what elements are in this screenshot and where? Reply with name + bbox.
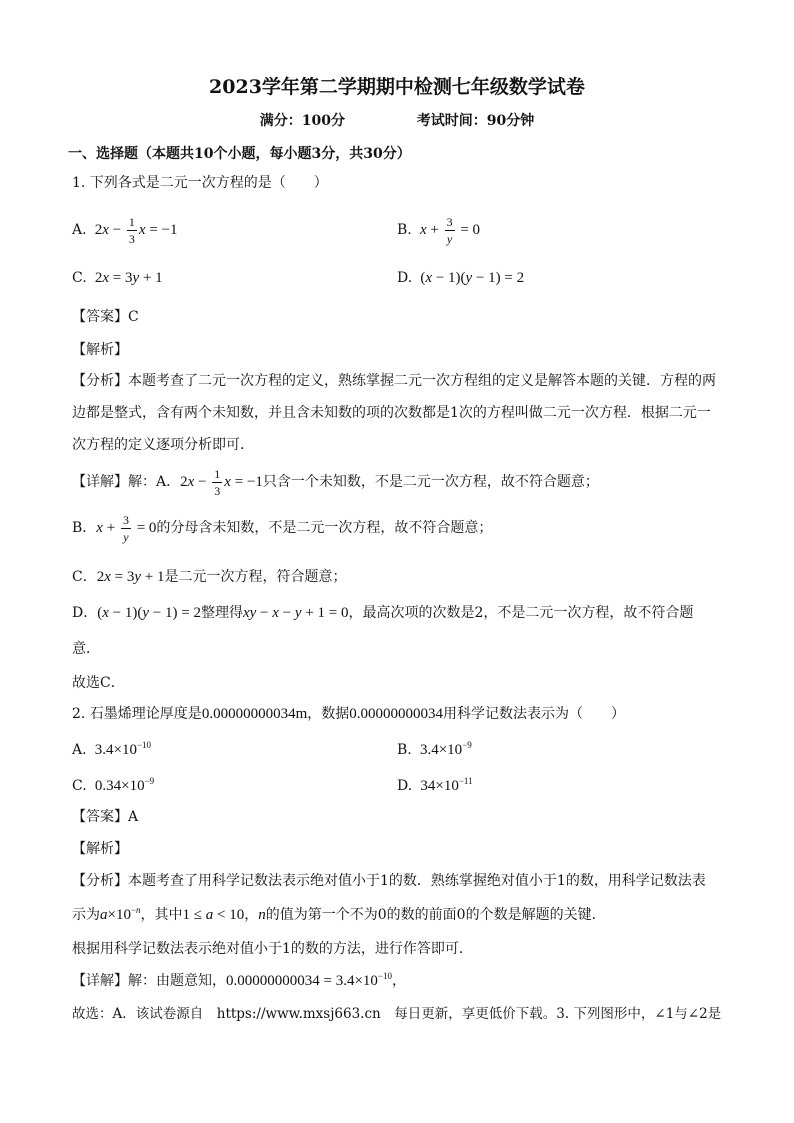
q2-option-a-formula: $3.4\times 10^{-10}$: [91, 740, 152, 758]
q2-option-c-formula: $0.34\times 10^{-9}$: [91, 776, 155, 794]
q1-stem: 1. 下列各式是二元一次方程的是（ ）: [72, 175, 328, 191]
q1-detail-d-end: 意．: [72, 641, 100, 657]
q2-option-b-formula: $3.4\times 10^{-9}$: [416, 740, 472, 758]
q2-answer: 【答案】A: [72, 809, 139, 825]
q1-detail-c: C．2x = 3y + 1是二元一次方程，符合题意；: [72, 569, 347, 585]
exam-time: 考试时间：90分钟: [416, 113, 535, 129]
q1-option-c-formula: 2x = 3y + 1: [91, 270, 163, 286]
q1-fenxi-2: 边都是整式，含有两个未知数，并且含未知数的项的次数都是1次的方程叫做二元一次方程．根据二元一: [72, 405, 711, 421]
q2-fenxi-1: 【分析】本题考查了用科学记数法表示绝对值小于1的数．熟练掌握绝对值小于1的数，用科学记数法表: [72, 873, 706, 889]
q2-analysis-tag: 【解析】: [72, 841, 128, 857]
q1-option-d-formula: (x − 1)(y − 1) = 2: [416, 270, 525, 286]
q2-option-d[interactable]: D. $34\times 10^{-11}$: [397, 776, 473, 794]
q2-fenxi-2: 示为$a\times 10^{-n}$，其中1 ≤ a < 10，n的值为第一个不为0的数的前面0的个数是解题的关键．: [72, 905, 606, 923]
q1-analysis-tag: 【解析】: [72, 342, 128, 358]
q2-option-a[interactable]: A. $3.4\times 10^{-10}$: [72, 740, 152, 758]
page-title: 2023学年第二学期期中检测七年级数学试卷: [209, 76, 585, 98]
q2-detail: 【详解】解：由题意知，$0.00000000034 = 3.4\times 10^{-10}$，: [72, 971, 406, 989]
q1-answer: 【答案】C: [72, 309, 139, 325]
q1-option-b-formula: x + $\frac{3}{y}$ = 0: [419, 215, 481, 246]
q1-option-d[interactable]: D. (x − 1)(y − 1) = 2: [397, 270, 525, 286]
q1-option-c[interactable]: C. 2x = 3y + 1: [72, 270, 163, 286]
q1-option-b[interactable]: B. x + $\frac{3}{y}$ = 0: [397, 215, 481, 246]
q1-option-a[interactable]: A. 2x − $\frac{1}{3}$ x = −1: [72, 215, 178, 246]
q2-option-c[interactable]: C. $0.34\times 10^{-9}$: [72, 776, 155, 794]
q2-option-d-formula: $34\times 10^{-11}$: [416, 776, 473, 794]
q2-fenxi-3: 根据用科学记数法表示绝对值小于1的数的方法，进行作答即可．: [72, 941, 473, 957]
q1-fenxi-1: 【分析】本题考查了二元一次方程的定义，熟练掌握二元一次方程组的定义是解答本题的关键．方程的两: [72, 373, 716, 389]
section-heading: 一、选择题（本题共10个小题，每小题3分，共30分）: [68, 146, 411, 162]
q2-choose-line: 故选：A．该试卷源自 https://www.mxsj663.cn 每日更新，享更低价下载。3. 下列图形中，∠1与∠2是: [72, 1006, 722, 1022]
score-line: [0, 110, 794, 130]
q1-detail-a: 【详解】解：A．2x − $\frac{1}{3}$ x = −1只含一个未知数，不是二元一次方程，故不符合题意；: [72, 467, 599, 498]
q2-stem: 2. 石墨烯理论厚度是0.00000000034m，数据0.00000000034用科学记数法表示为（ ）: [72, 706, 625, 722]
q1-fenxi-3: 次方程的定义逐项分析即可．: [72, 437, 254, 453]
full-score: 满分：100分: [259, 113, 345, 129]
q1-detail-b: B．x + $\frac{3}{y}$ = 0的分母含未知数，不是二元一次方程，故不符合题意；: [72, 513, 493, 544]
q1-detail-d: D．(x − 1)(y − 1) = 2整理得xy − x − y + 1 = 0，最高次项的次数是2，不是二元一次方程，故不符合题: [72, 605, 694, 621]
q1-option-a-formula: 2x − $\frac{1}{3}$ x = −1: [91, 215, 178, 246]
q1-choose: 故选C．: [72, 675, 125, 691]
q2-option-b[interactable]: B. $3.4\times 10^{-9}$: [397, 740, 472, 758]
